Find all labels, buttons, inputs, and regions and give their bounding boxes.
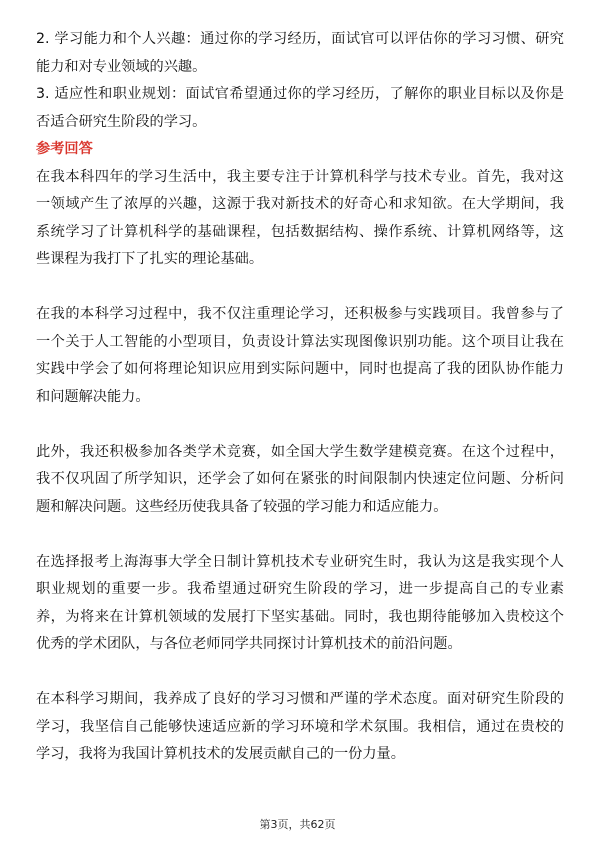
page-content <box>36 26 564 769</box>
text-line: 优秀的学术团队，与各位老师同学共同探讨计算机技术的前沿问题。 <box>36 636 462 652</box>
text-line: 系统学习了计算机科学的基础课程，包括数据结构、操作系统、计算机网络等，这 <box>36 223 564 240</box>
intro-point-2 <box>36 26 564 81</box>
paragraph-spacer <box>36 411 564 439</box>
answer-heading: 参考回答 <box>36 141 93 157</box>
text-line: 我不仅巩固了所学知识，还学会了如何在紧张的时间限制内快速定位问题、分析问 <box>36 471 564 487</box>
paragraph-3 <box>36 439 564 522</box>
text-line: 在我的本科学习过程中，我不仅注重理论学习，还积极参与实践项目。我曾参与了 <box>36 306 564 322</box>
text-line: 一领域产生了浓厚的兴趣，这源于我对新技术的好奇心和求知欲。在大学期间，我 <box>36 196 564 212</box>
paragraph-spacer <box>36 274 564 302</box>
paragraph-5 <box>36 686 564 769</box>
text-line: 在本科学习期间，我养成了良好的学习习惯和严谨的学术态度。面对研究生阶段的 <box>36 691 564 707</box>
intro-point-3 <box>36 81 564 136</box>
paragraph-1 <box>36 164 564 274</box>
page-number-footer: 第3页，共62页 <box>259 818 336 831</box>
text-line: 3. 适应性和职业规划：面试官希望通过你的学习经历，了解你的职业目标以及你是 <box>36 86 564 102</box>
text-line: 和问题解决能力。 <box>36 388 150 405</box>
text-line: 能力和对专业领域的兴趣。 <box>36 58 207 75</box>
text-line: 一个关于人工智能的小型项目，负责设计算法实现图像识别功能。这个项目让我在 <box>36 333 564 350</box>
text-line: 否适合研究生阶段的学习。 <box>36 113 207 130</box>
text-line: 在选择报考上海海事大学全日制计算机技术专业研究生时，我认为这是我实现个人 <box>36 553 564 570</box>
paragraph-2 <box>36 301 564 411</box>
paragraph-spacer <box>36 521 564 549</box>
text-line: 此外，我还积极参加各类学术竞赛，如全国大学生数学建模竞赛。在这个过程中， <box>36 443 564 460</box>
paragraph-spacer <box>36 659 564 687</box>
text-line: 2. 学习能力和个人兴趣：通过你的学习经历，面试官可以评估你的学习习惯、研究 <box>36 31 564 47</box>
text-line: 些课程为我打下了扎实的理论基础。 <box>36 251 264 267</box>
text-line: 学习，我坚信自己能够快速适应新的学习环境和学术氛围。我相信，通过在贵校的 <box>36 718 564 735</box>
text-line: 在我本科四年的学习生活中，我主要专注于计算机科学与技术专业。首先，我对这 <box>36 168 564 185</box>
text-line: 养，为将来在计算机领域的发展打下坚实基础。同时，我也期待能够加入贵校这个 <box>36 608 564 625</box>
text-line: 职业规划的重要一步。我希望通过研究生阶段的学习，进一步提高自己的专业素 <box>36 581 564 597</box>
paragraph-4 <box>36 549 564 659</box>
text-line: 题和解决问题。这些经历使我具备了较强的学习能力和适应能力。 <box>36 498 448 515</box>
text-line: 实践中学会了如何将理论知识应用到实际问题中，同时也提高了我的团队协作能力 <box>36 361 564 377</box>
text-line: 学习，我将为我国计算机技术的发展贡献自己的一份力量。 <box>36 746 405 762</box>
